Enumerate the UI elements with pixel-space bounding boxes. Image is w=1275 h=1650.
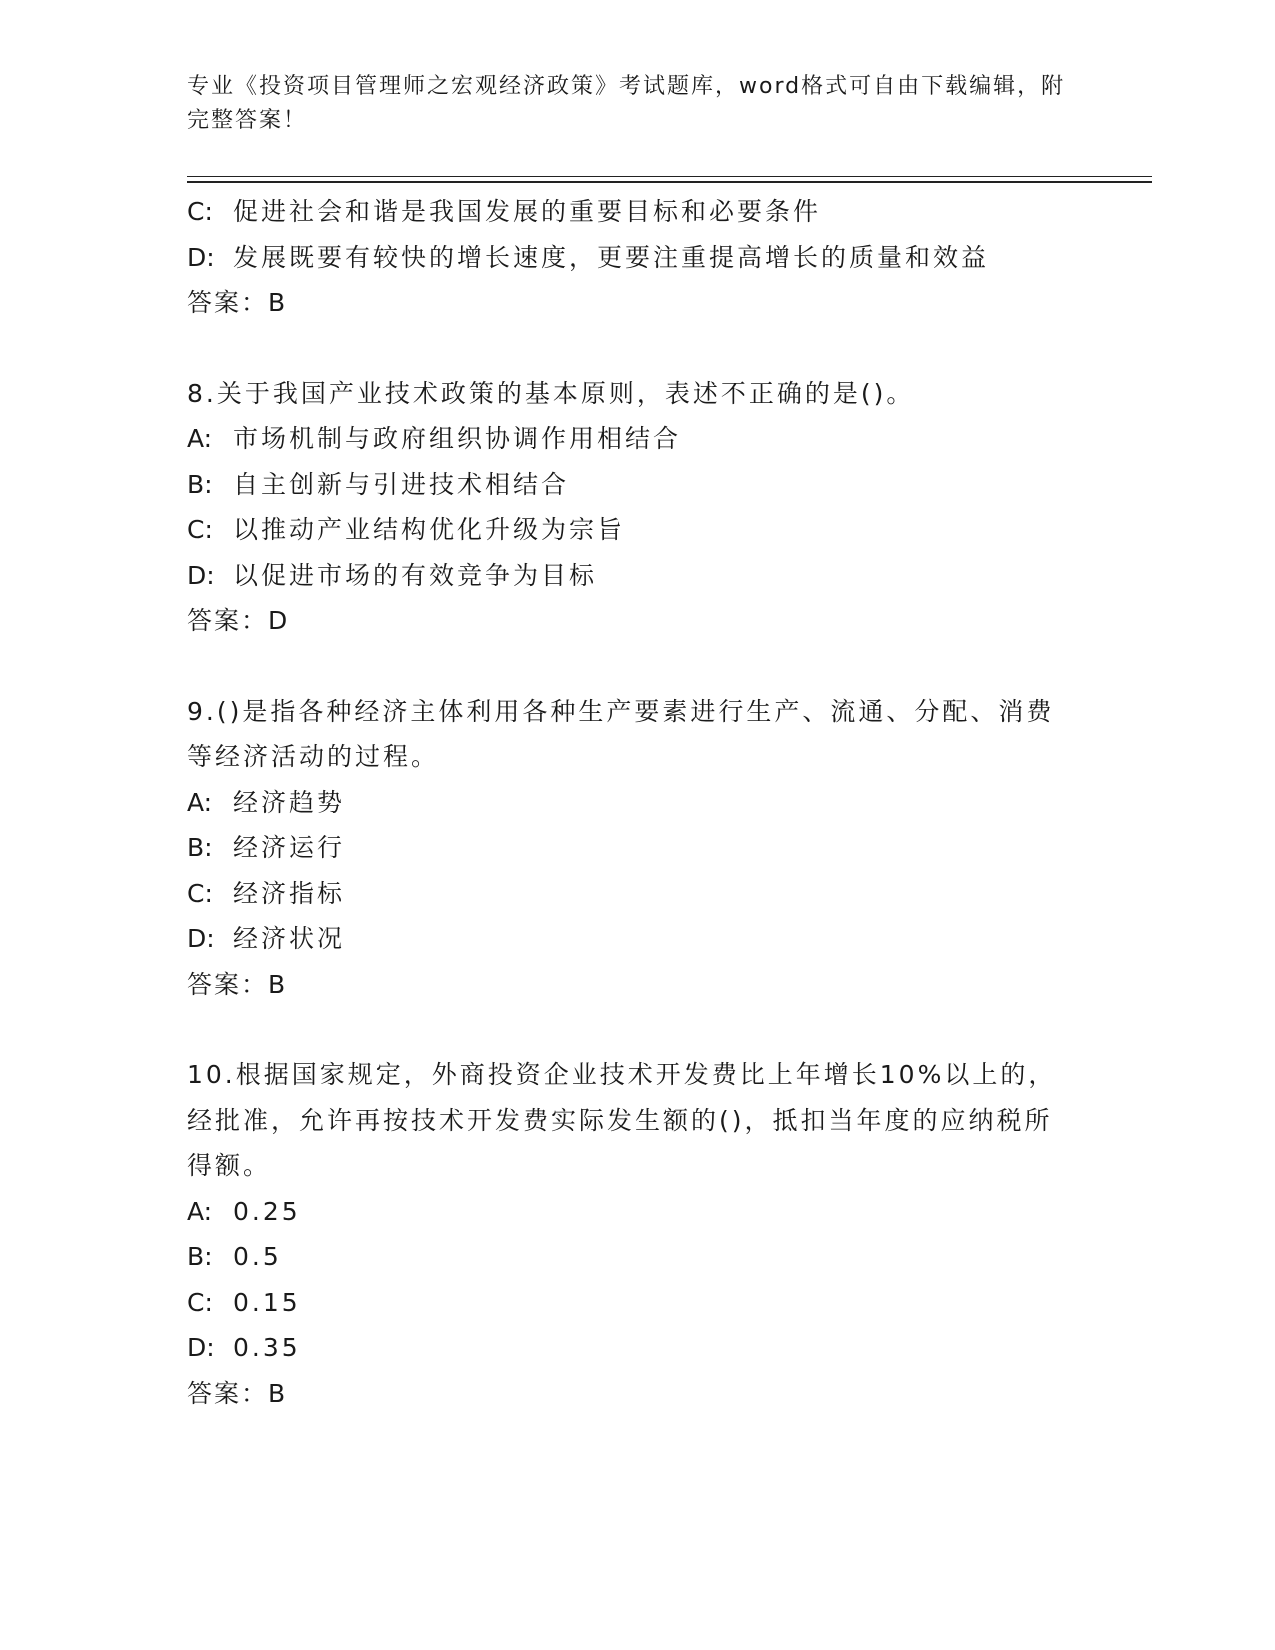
answer-line: 答案：B [187, 288, 288, 317]
option-label: B: [187, 833, 213, 862]
question-10 [187, 1052, 1152, 1416]
option-label: D: [187, 924, 215, 953]
option-d [187, 1325, 1152, 1371]
option-label: B: [187, 469, 213, 499]
option-label: D: [187, 242, 215, 272]
option-c [187, 871, 1152, 917]
option-text: 市场机制与政府组织协调作用相结合 [233, 424, 682, 453]
answer-line: 答案：B [187, 969, 288, 999]
option-c [187, 1280, 1152, 1326]
option-a [187, 1189, 1152, 1235]
question-9 [187, 689, 1152, 1008]
option-d [187, 916, 1152, 962]
header-rule-thin [187, 176, 1152, 177]
option-text: 0.35 [233, 1333, 301, 1362]
option-text: 0.5 [233, 1242, 282, 1271]
option-label: A: [187, 787, 213, 817]
option-label: C: [187, 878, 213, 908]
option-text: 0.15 [233, 1287, 301, 1317]
option-c [187, 189, 1152, 235]
option-label: D: [187, 560, 215, 590]
option-label: C: [187, 197, 213, 226]
option-text: 0.25 [233, 1196, 301, 1226]
option-label: A: [187, 424, 213, 453]
document-header: 专业《投资项目管理师之宏观经济政策》考试题库，word格式可自由下载编辑，附完整答案！ [187, 74, 1066, 133]
option-b [187, 462, 1152, 508]
option-c [187, 507, 1152, 553]
option-text: 自主创新与引进技术相结合 [233, 469, 570, 499]
option-text: 以促进市场的有效竞争为目标 [233, 560, 598, 590]
option-label: A: [187, 1196, 213, 1226]
option-text: 经济状况 [233, 924, 346, 953]
question-stem: 9.()是指各种经济主体利用各种生产要素进行生产、流通、分配、消费等经济活动的过程。 [187, 696, 1055, 771]
document-content [187, 189, 1152, 1416]
answer-line: 答案：B [187, 1378, 288, 1408]
option-text: 促进社会和谐是我国发展的重要目标和必要条件 [233, 197, 822, 226]
option-text: 发展既要有较快的增长速度，更要注重提高增长的质量和效益 [233, 242, 990, 272]
question-stem: 8.关于我国产业技术政策的基本原则，表述不正确的是()。 [187, 378, 915, 408]
question-stem: 10.根据国家规定，外商投资企业技术开发费比上年增长10%以上的，经批准，允许再按技术开发费实际发生额的()，抵扣当年度的应纳税所得额。 [187, 1060, 1057, 1180]
option-a [187, 416, 1152, 462]
option-d [187, 235, 1152, 281]
option-d [187, 553, 1152, 599]
option-label: D: [187, 1333, 215, 1362]
document-page [187, 70, 1152, 1416]
option-label: B: [187, 1242, 213, 1271]
option-text: 经济运行 [233, 833, 346, 862]
question-8 [187, 371, 1152, 644]
option-b [187, 1234, 1152, 1280]
option-text: 以推动产业结构优化升级为宗旨 [233, 515, 626, 544]
header-rule-thick [187, 181, 1152, 183]
option-text: 经济趋势 [233, 787, 346, 817]
option-label: C: [187, 515, 213, 544]
option-text: 经济指标 [233, 878, 346, 908]
option-a [187, 780, 1152, 826]
prev-question [187, 189, 1152, 326]
answer-line: 答案：D [187, 606, 290, 635]
option-b [187, 825, 1152, 871]
option-label: C: [187, 1287, 213, 1317]
